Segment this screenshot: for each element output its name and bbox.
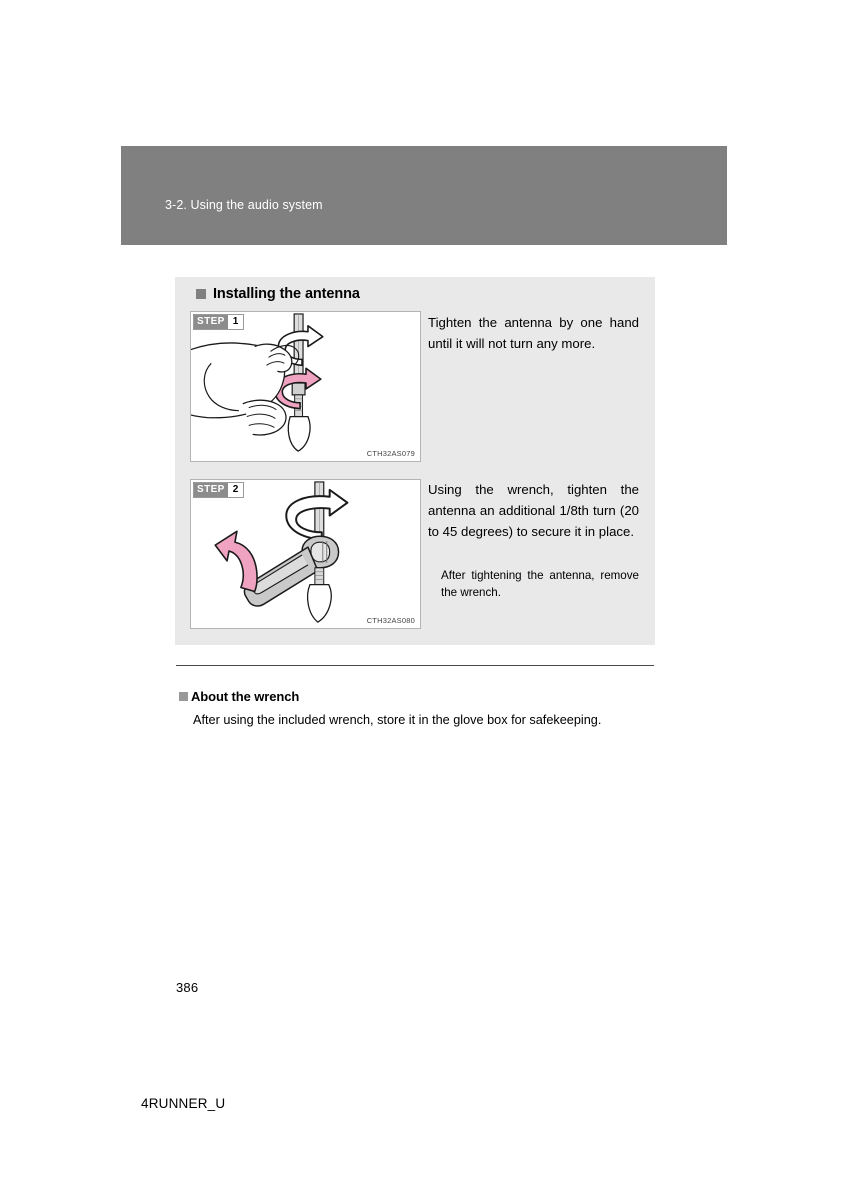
document-code: 4RUNNER_U: [141, 1096, 226, 1111]
step-note-text: After tightening the antenna, remove the wrench.: [441, 569, 639, 599]
about-heading: [179, 689, 299, 704]
figure-code: CTH32AS080: [366, 616, 415, 625]
section-divider: [176, 665, 654, 666]
step-badge-number: 2: [228, 483, 244, 497]
step-badge-label: STEP: [194, 315, 228, 329]
square-bullet-icon: [179, 692, 188, 701]
about-heading-label: About the wrench: [191, 689, 300, 704]
panel-heading-label: Installing the antenna: [213, 286, 360, 302]
step-badge: [193, 482, 244, 498]
step-badge-number: 1: [228, 315, 244, 329]
step-badge: [193, 314, 244, 330]
figure-code: CTH32AS079: [366, 449, 415, 458]
square-bullet-icon: [196, 289, 206, 299]
step-badge-label: STEP: [194, 483, 228, 497]
step-instruction-text: Using the wrench, tighten the antenna an additional 1/8th turn (20 to 45 degrees) to secure it in place.: [428, 482, 639, 539]
instruction-panel: [175, 277, 655, 645]
about-body-text: After using the included wrench, store it in the glove box for safekeeping.: [193, 713, 602, 727]
step-figure: [190, 479, 421, 629]
page-number: 386: [176, 980, 199, 995]
step-instruction-text: Tighten the antenna by one hand until it will not turn any more.: [428, 315, 639, 351]
panel-heading: [196, 286, 360, 302]
step-figure: [190, 311, 421, 462]
wrench-antenna-illustration-icon: [191, 480, 420, 628]
hand-antenna-illustration-icon: [191, 312, 420, 461]
page-header-band: [121, 146, 727, 245]
section-title: 3-2. Using the audio system: [165, 198, 323, 212]
